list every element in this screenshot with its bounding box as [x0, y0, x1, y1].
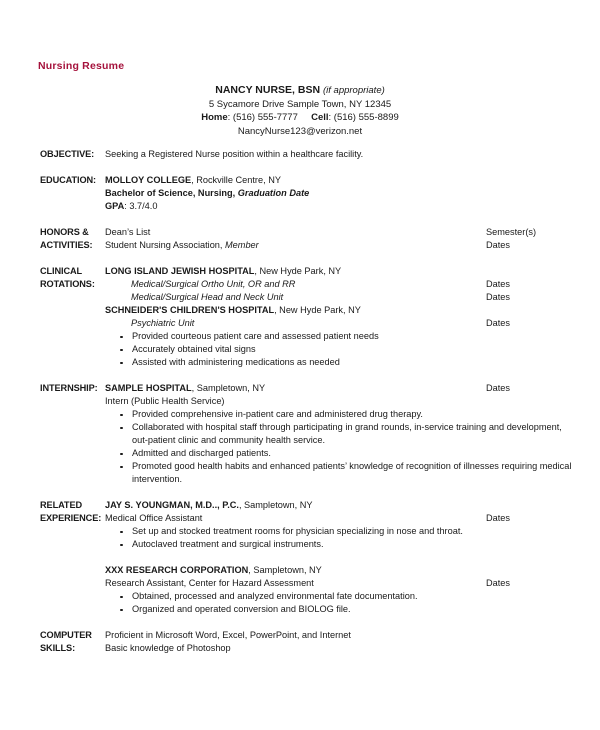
clinical-hospital-1-row [105, 265, 578, 278]
resume-body [0, 148, 600, 655]
education-gpa-value: : 3.7/4.0 [124, 201, 158, 211]
related-role-1-row [105, 512, 578, 525]
list-item: Autoclaved treatment and surgical instruments. [105, 538, 578, 551]
section-related-body [105, 499, 578, 616]
section-objective-label: OBJECTIVE: [40, 149, 95, 159]
home-phone-label: Home [201, 112, 228, 123]
section-objective [0, 148, 600, 161]
list-item: Organized and operated conversion and BIOLOG file. [105, 603, 578, 616]
section-clinical-label: CLINICAL ROTATIONS: [40, 266, 95, 289]
computer-skills-line-2: Basic knowledge of Photoshop [105, 643, 231, 653]
section-education-body [105, 174, 578, 213]
clinical-hospital-2: SCHNEIDER'S CHILDREN'S HOSPITAL [105, 305, 275, 315]
list-item: Promoted good health habits and enhanced patients’ knowledge of recognition of illnesses requiring medical intervention. [105, 460, 578, 486]
section-clinical-rotations [0, 265, 600, 369]
internship-employer-location: , Sampletown, NY [191, 383, 266, 393]
candidate-name-suffix: (if appropriate) [322, 85, 385, 96]
honors-item-2-dates: Dates [486, 240, 511, 250]
candidate-name [0, 84, 600, 98]
cell-phone-label: Cell [311, 112, 329, 123]
document-label: Nursing Resume [38, 60, 125, 72]
related-employer-2-location: , Sampletown, NY [248, 565, 322, 575]
related-role-2-dates: Dates [486, 578, 511, 588]
clinical-unit-2-row [105, 291, 578, 304]
honors-item-2 [105, 239, 578, 252]
clinical-unit-1-row [105, 278, 578, 291]
education-gpa-row [105, 200, 578, 213]
candidate-phones [0, 111, 600, 125]
related-bullet-list-2 [105, 590, 578, 616]
related-bullet-list-1 [105, 525, 578, 551]
section-clinical-body [105, 265, 578, 369]
related-employer-2-row [105, 564, 578, 577]
related-role-1-dates: Dates [486, 513, 511, 523]
list-item: Provided comprehensive in-patient care and administered drug therapy. [105, 408, 578, 421]
computer-skills-line-1: Proficient in Microsoft Word, Excel, PowerPoint, and Internet [105, 630, 351, 640]
education-school: MOLLOY COLLEGE [105, 175, 192, 185]
list-item: Collaborated with hospital staff through participating in grand rounds, in-service training and development, out-patient clinic and community health service. [105, 421, 578, 447]
clinical-hospital-2-location: , New Hyde Park, NY [274, 305, 361, 315]
section-related-label: RELATED EXPERIENCE: [40, 500, 102, 523]
education-graduation-date: Graduation Date [237, 188, 310, 198]
clinical-unit-3-dates: Dates [486, 318, 511, 328]
clinical-unit-2: Medical/Surgical Head and Neck Unit [131, 292, 284, 302]
education-degree: Bachelor of Science, Nursing, [105, 188, 236, 198]
list-item: Admitted and discharged patients. [105, 447, 578, 460]
clinical-hospital-2-row [105, 304, 578, 317]
internship-dates: Dates [486, 383, 511, 393]
related-role-2-row [105, 577, 578, 590]
home-phone-value: : (516) 555-7777 [227, 112, 298, 123]
related-employer-1-row [105, 499, 578, 512]
section-computer-skills [0, 629, 600, 655]
related-employer-1: JAY S. YOUNGMAN, M.D.., P.C. [105, 500, 239, 510]
list-item: Accurately obtained vital signs [105, 343, 578, 356]
internship-bullet-list [105, 408, 578, 486]
clinical-unit-3-row [105, 317, 578, 330]
related-employer-1-location: , Sampletown, NY [238, 500, 313, 510]
section-related-experience [0, 499, 600, 616]
related-employer-2: XXX RESEARCH CORPORATION [105, 565, 249, 575]
internship-employer: SAMPLE HOSPITAL [105, 383, 192, 393]
list-item: Obtained, processed and analyzed environmental fate documentation. [105, 590, 578, 603]
section-internship-label: INTERNSHIP: [40, 383, 98, 393]
related-role-1: Medical Office Assistant [105, 513, 203, 523]
candidate-email: NancyNurse123@verizon.net [237, 125, 363, 137]
clinical-hospital-1-location: , New Hyde Park, NY [254, 266, 342, 276]
honors-item-1-text: Dean’s List [105, 227, 151, 237]
list-item: Provided courteous patient care and assessed patient needs [105, 330, 578, 343]
internship-title: Intern (Public Health Service) [105, 396, 225, 406]
section-objective-body [105, 148, 578, 161]
education-degree-row [105, 187, 578, 200]
honors-item-1 [105, 226, 578, 239]
education-school-location: , Rockville Centre, NY [191, 175, 281, 185]
section-computer-label: COMPUTER SKILLS: [40, 630, 92, 653]
clinical-hospital-1: LONG ISLAND JEWISH HOSPITAL [105, 266, 255, 276]
honors-item-2-role: Member [225, 240, 259, 250]
clinical-unit-3: Psychiatric Unit [131, 318, 195, 328]
education-gpa-label: GPA [105, 201, 125, 211]
list-item: Set up and stocked treatment rooms for physician specializing in nose and throat. [105, 525, 578, 538]
candidate-name-text: NANCY NURSE, BSN [215, 84, 321, 96]
cell-phone-value: : (516) 555-8899 [328, 112, 399, 123]
contact-header [0, 84, 600, 138]
clinical-bullet-list [105, 330, 578, 369]
section-internship-body [105, 382, 578, 486]
section-education [0, 174, 600, 213]
candidate-address: 5 Sycamore Drive Sample Town, NY 12345 [208, 98, 392, 110]
clinical-unit-1-dates: Dates [486, 279, 511, 289]
section-computer-body [105, 629, 578, 655]
section-honors-body [105, 226, 578, 252]
objective-text: Seeking a Registered Nurse position within a healthcare facility. [105, 149, 364, 159]
honors-item-1-dates: Semester(s) [486, 227, 537, 237]
internship-employer-row [105, 382, 578, 395]
list-item: Assisted with administering medications as needed [105, 356, 578, 369]
education-school-row [105, 174, 578, 187]
related-role-2: Research Assistant, Center for Hazard Assessment [105, 578, 314, 588]
honors-item-2-text: Student Nursing Association, [105, 240, 223, 250]
section-honors [0, 226, 600, 252]
section-education-label: EDUCATION: [40, 175, 96, 185]
clinical-unit-2-dates: Dates [486, 292, 511, 302]
section-honors-label: HONORS & ACTIVITIES: [40, 227, 93, 250]
clinical-unit-1: Medical/Surgical Ortho Unit, OR and RR [131, 279, 296, 289]
section-internship [0, 382, 600, 486]
